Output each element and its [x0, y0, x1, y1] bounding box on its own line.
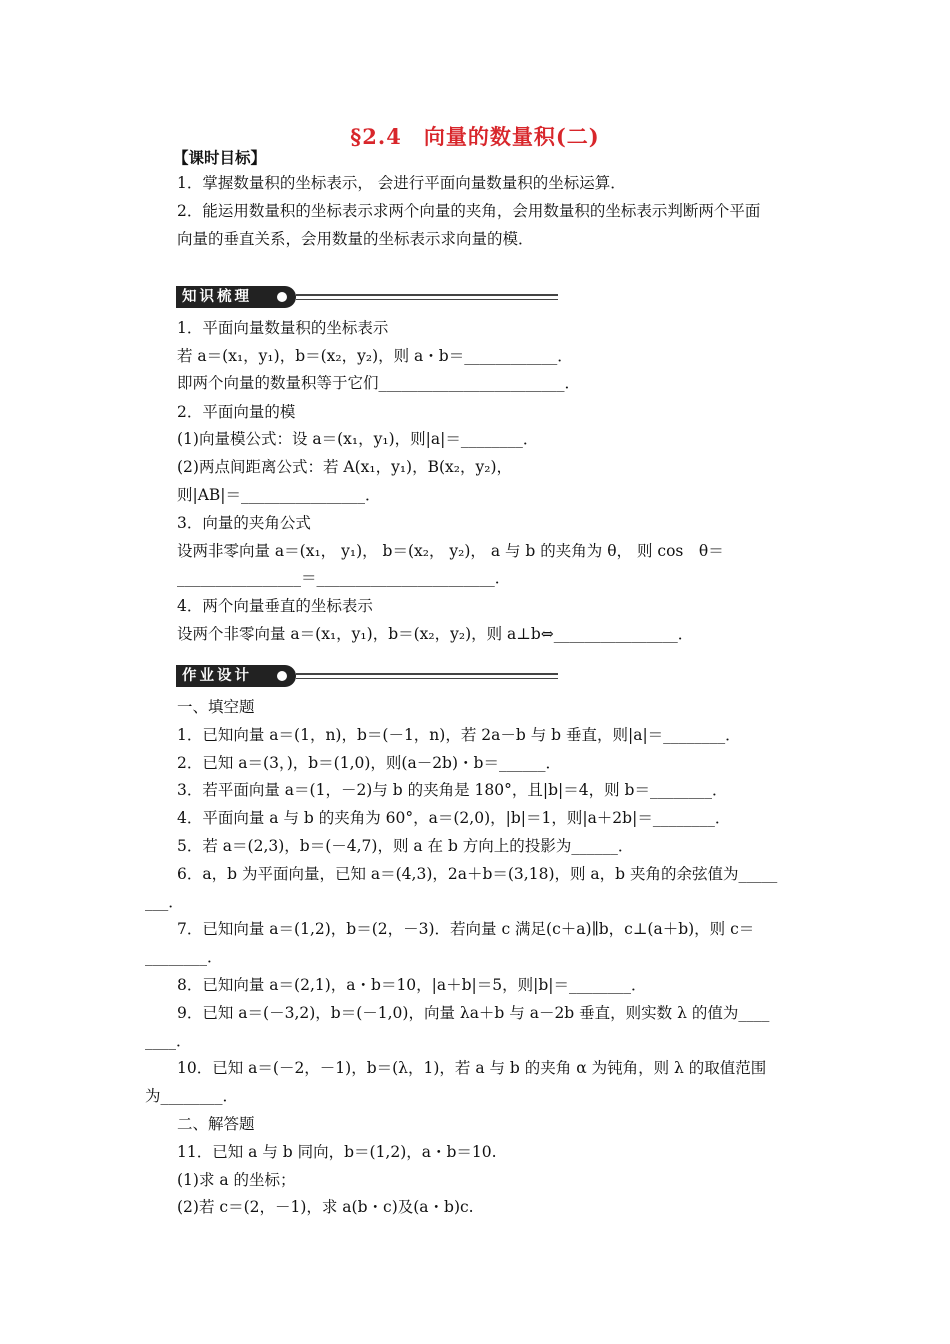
homework-line: 一、填空题	[177, 698, 255, 716]
knowledge-line: (2)两点间距离公式：若 A(x₁，y₁)，B(x₂，y₂)，	[177, 458, 513, 476]
homework-line: (2)若 c＝(2，－1)，求 a(b・c)及(a・b)c.	[177, 1198, 474, 1216]
homework-line: 7．已知向量 a＝(1,2)，b＝(2，－3)．若向量 c 满足(c＋a)∥b，c⊥(a＋b)，则 c＝	[177, 920, 755, 938]
objectives-header: 【课时目标】	[173, 148, 267, 167]
divider	[296, 678, 558, 679]
homework-line: ____．	[145, 1032, 192, 1050]
divider	[296, 299, 558, 300]
homework-line: 4．平面向量 a 与 b 的夹角为 60°，a＝(2,0)，|b|＝1，则|a＋2b|＝________．	[177, 809, 731, 827]
page-title: §2.4 向量的数量积(二)	[350, 124, 600, 149]
objective-item: 2．能运用数量积的坐标表示求两个向量的夹角，会用数量积的坐标表示判断两个平面	[177, 202, 761, 220]
homework-line: 2．已知 a＝(3，)，b＝(1,0)，则(a－2b)・b＝______．	[177, 754, 561, 772]
knowledge-line: 2．平面向量的模	[177, 403, 296, 421]
knowledge-line: 3．向量的夹角公式	[177, 514, 311, 532]
homework-line: 8．已知向量 a＝(2,1)，a・b＝10，|a＋b|＝5，则|b|＝________．	[177, 976, 647, 994]
homework-line: 二、解答题	[177, 1115, 255, 1133]
homework-line: ________．	[145, 948, 223, 966]
divider	[296, 294, 558, 296]
section-tag: 知识梳理	[176, 286, 296, 308]
knowledge-line: 设两个非零向量 a＝(x₁，y₁)，b＝(x₂，y₂)，则 a⊥b⇔________________．	[177, 625, 694, 643]
section-tag: 作业设计	[176, 665, 296, 687]
section-header-knowledge	[176, 286, 558, 308]
divider	[296, 673, 558, 675]
homework-line: ___．	[145, 893, 184, 911]
knowledge-line: 4．两个向量垂直的坐标表示	[177, 597, 373, 615]
knowledge-line: 设两非零向量 a＝(x₁， y₁)， b＝(x₂， y₂)， a 与 b 的夹角为 θ， 则 cos θ＝	[177, 542, 724, 560]
knowledge-line: 1．平面向量数量积的坐标表示	[177, 319, 389, 337]
homework-line: 1．已知向量 a＝(1，n)，b＝(－1，n)，若 2a－b 与 b 垂直，则|a|＝________．	[177, 726, 741, 744]
homework-line: (1)求 a 的坐标；	[177, 1171, 296, 1189]
homework-line: 3．若平面向量 a＝(1，－2)与 b 的夹角是 180°，且|b|＝4，则 b＝________．	[177, 781, 728, 799]
knowledge-line: (1)向量模公式：设 a＝(x₁，y₁)，则|a|＝________．	[177, 430, 539, 448]
homework-line: 为________．	[145, 1087, 239, 1105]
homework-line: 10．已知 a＝(－2，－1)，b＝(λ，1)，若 a 与 b 的夹角 α 为钝角，则 λ 的取值范围	[177, 1059, 767, 1077]
bullet-dot-icon	[277, 671, 287, 681]
bullet-dot-icon	[277, 292, 287, 302]
knowledge-line: 即两个向量的数量积等于它们________________________．	[177, 374, 581, 392]
section-header-homework	[176, 665, 558, 687]
homework-line: 5．若 a＝(2,3)，b＝(－4,7)，则 a 在 b 方向上的投影为______．	[177, 837, 634, 855]
knowledge-line: 则|AB|＝________________．	[177, 486, 381, 504]
knowledge-line: ________________＝_______________________．	[177, 569, 511, 587]
homework-line: 6．a，b 为平面向量，已知 a＝(4,3)，2a＋b＝(3,18)，则 a，b 夹角的余弦值为_____	[177, 865, 778, 883]
objective-item: 1．掌握数量积的坐标表示， 会进行平面向量数量积的坐标运算．	[177, 174, 626, 192]
homework-line: 11．已知 a 与 b 同向，b＝(1,2)，a・b＝10.	[177, 1143, 497, 1161]
knowledge-line: 若 a＝(x₁，y₁)，b＝(x₂，y₂)，则 a・b＝____________．	[177, 347, 573, 365]
homework-line: 9．已知 a＝(－3,2)，b＝(－1,0)，向量 λa＋b 与 a－2b 垂直，则实数 λ 的值为____	[177, 1004, 770, 1022]
objective-item: 向量的垂直关系，会用数量的坐标表示求向量的模．	[177, 230, 534, 248]
